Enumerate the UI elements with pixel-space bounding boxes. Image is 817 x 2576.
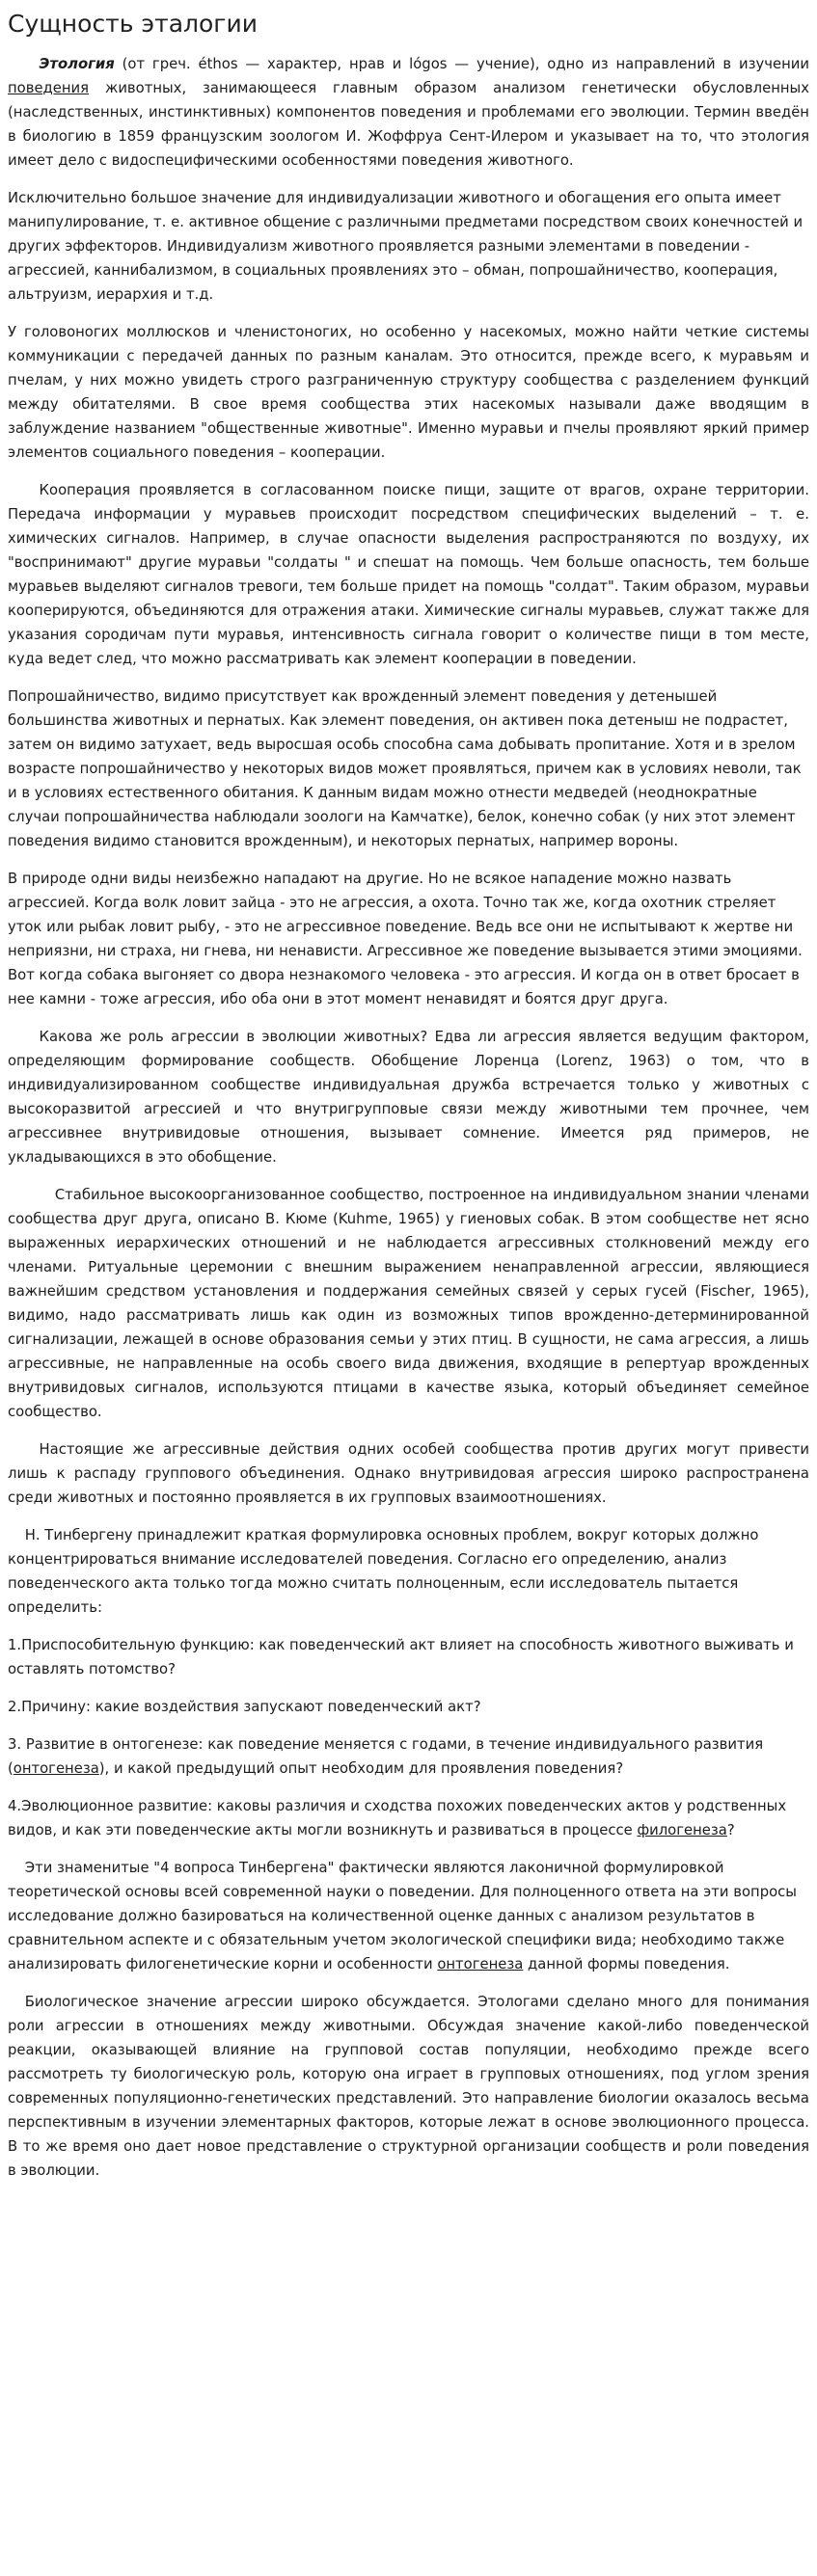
question-text: ? — [726, 1822, 735, 1838]
paragraph-tinbergen-intro: Н. Тинбергену принадлежит краткая формулировка основных проблем, вокруг которых должно концентрироваться внимание исследователей поведения. Согласно его определению, анализ поведенческого акта только тогда можно считать полноценным, если исследователь пытается определить: — [8, 1527, 759, 1616]
paragraph-text: данной формы поведения. — [523, 1956, 730, 1972]
paragraph-aggression-nature: В природе одни виды неизбежно нападают на другие. Но не всякое нападение можно назвать агрессией. Когда волк ловит зайца - это не агрессия, а охота. Точно так же, когда охотник стреляет уток или рыбак ловит рыбу, - это не агрессивное поведение. Ведь все они не испытывают к жертве ни неприязни, ни страха, ни гнева, ни ненависти. Агрессивное же поведение вызывается этими эмоциями. Вот когда собака выгоняет со двора незнакомого человека - это агрессия. И когда он в ответ бросает в нее камни - тоже агрессия, ибо оба они в этот момент ненавидят и боятся друг друга. — [8, 871, 803, 1007]
question-1-function: 1.Приспособительную функцию: как поведенческий акт влияет на способность животного выживать и оставлять потомство? — [8, 1637, 794, 1677]
term-ethology: Этология — [39, 56, 115, 72]
paragraph-text: (от греч. éthos — характер, нрав и lógos — учение), одно из направлений в изучении — [114, 56, 809, 72]
paragraph-text: животных, занимающееся главным образом анализом генетически обусловленных (наследственных, инстинктивных) компонентов поведения и проблемами его эволюции. Термин введён в биологию в 1859 французским зоологом И. Жоффруа Сент-Илером и указывает на то, что этология имеет дело с видоспецифическими особенностями поведения животного. — [8, 80, 809, 169]
question-2-cause: 2.Причину: какие воздействия запускают поведенческий акт? — [8, 1699, 481, 1715]
paragraph-text: Эти знаменитые "4 вопроса Тинбергена" фактически являются лаконичной формулировкой теоретической основы всей современной науки о поведении. Для полноценного ответа на эти вопросы исследование должно базироваться на количественной оценке данных с анализом результатов в сравнительном аспекте и с обязательным учетом экологической специфики вида; необходимо также анализировать филогенетические корни и особенности — [8, 1860, 797, 1972]
paragraph-cooperation: Кооперация проявляется в согласованном поиске пищи, защите от врагов, охране территории. Передача информации у муравьев происходит посредством специфических выделений – т. е. химических сигналов. Например, в случае опасности выделения распространяются по воздуху, их "воспринимают" другие муравьи "солдаты " и спешат на помощь. Чем больше опасность, тем больше муравьев выделяют сигналов тревоги, тем больше придет на помощь "солдат". Таким образом, муравьи кооперируются, объединяются для отражения атаки. Химические сигналы муравьев, служат также для указания сородичам пути муравья, интенсивность сигнала говорит о количестве пищи в том месте, куда ведет след, что можно рассматривать как элемент кооперации в поведении. — [8, 482, 809, 667]
link-phylogenesis[interactable]: филогенеза — [637, 1822, 727, 1838]
paragraph-stable-community: Стабильное высокоорганизованное сообщество, построенное на индивидуальном знании членами сообщества друг друга, описано В. Кюме (Kuhme, 1965) у гиеновых собак. В этом сообществе нет ясно выраженных иерархических отношений и не наблюдается агрессивных столкновений между его членами. Ритуальные церемонии с внешним выражением ненаправленной агрессии, являющиеся важнейшим средством установления и поддержания семейных связей у серых гусей (Fischer, 1965), видимо, надо рассматривать лишь как один из возможных типов врожденно-детерминированной сигнализации, лежащей в основе образования семьи у этих птиц. В сущности, не сама агрессия, а лишь агрессивные, не направленные на особь своего вида движения, входящие в репертуар врожденных внутривидовых сигналов, используются птицами в качестве языка, который объединяет семейное сообщество. — [8, 1187, 809, 1420]
paragraph-true-aggression: Настоящие же агрессивные действия одних особей сообщества против других могут привести лишь к распаду группового объединения. Однако внутривидовая агрессия широко распространена среди животных и постоянно проявляется в их групповых взаимоотношениях. — [8, 1441, 809, 1506]
link-ontogenesis-2[interactable]: онтогенеза — [437, 1956, 524, 1972]
question-text: 3. Развитие в онтогенезе: как поведение меняется с годами, в течение индивидуального развития ( — [8, 1736, 764, 1777]
paragraph-four-questions — [8, 1856, 809, 1976]
question-3-ontogeny — [8, 1732, 809, 1781]
paragraph-aggression-significance: Биологическое значение агрессии широко обсуждается. Этологами сделано много для понимания роли агрессии в отношениях между животными. Обсуждая значение какой-либо поведенческой реакции, оказывающей влияние на групповой состав популяции, необходимо прежде всего рассмотреть ту биологическую роль, которую она играет в групповых отношениях, под углом зрения современных популяционно-генетических представлений. Это направление биологии оказалось весьма перспективным в изучении элементарных факторов, которые лежат в основе эволюционного процесса. В то же время оно дает новое представление о структурной организации сообществ и роли поведения в эволюции. — [8, 1994, 809, 2179]
paragraph-ethology-definition — [8, 52, 809, 173]
paragraph-manipulation: Исключительно большое значение для индивидуализации животного и обогащения его опыта имеет манипулирование, т. е. активное общение с различными предметами посредством своих конечностей и других эффекторов. Индивидуализм животного проявляется разными элементами в поведении - агрессией, каннибализмом, в социальных проявлениях это – обман, попрошайничество, кооперация, альтруизм, иерархия и т.д. — [8, 190, 803, 303]
page-title: Сущность эталогии — [8, 10, 258, 38]
paragraph-insects-communication: У головоногих моллюсков и членистоногих, но особенно у насекомых, можно найти четкие системы коммуникации с передачей данных по разным каналам. Это относится, прежде всего, к муравьям и пчелам, у них можно увидеть строго разграниченную структуру сообщества с разделением функций между обитателями. В свое время сообщества этих насекомых называли даже вводящим в заблуждение названием "общественные животные". Именно муравьи и пчелы проявляют яркий пример элементов социального поведения – кооперации. — [8, 324, 809, 461]
question-text: 4.Эволюционное развитие: каковы различия и сходства похожих поведенческих актов у родственных видов, и как эти поведенческие акты могли возникнуть и развиваться в процессе — [8, 1798, 787, 1838]
question-4-phylogeny — [8, 1794, 809, 1842]
paragraph-aggression-evolution: Какова же роль агрессии в эволюции животных? Едва ли агрессия является ведущим фактором, определяющим формирование сообществ. Обобщение Лоренца (Lorenz, 1963) о том, что в индивидуализированном сообществе индивидуальная дружба встречается только у животных с высокоразвитой агрессией и что внутригрупповые связи между животными тем прочнее, чем агрессивнее внутривидовые отношения, вызывает сомнение. Имеется ряд примеров, не укладывающихся в это обобщение. — [8, 1029, 809, 1166]
link-ontogenesis[interactable]: онтогенеза — [13, 1760, 99, 1777]
link-behavior[interactable]: поведения — [8, 80, 90, 96]
paragraph-begging: Попрошайничество, видимо присутствует как врожденный элемент поведения у детенышей большинства животных и пернатых. Как элемент поведения, он активен пока детеныш не подрастет, затем он видимо затухает, ведь выросшая особь способна сама добывать пропитание. Хотя и в зрелом возрасте попрошайничество у некоторых видов может проявляться, причем как в условиях неволи, так и в условиях естественного обитания. К данным видам можно отнести медведей (неоднократные случаи попрошайничества наблюдали зоологи на Камчатке), белок, конечно собак (у них этот элемент поведения видимо становится врожденным), и некоторых пернатых, например вороны. — [8, 688, 802, 849]
question-text: ), и какой предыдущий опыт необходим для проявления поведения? — [98, 1760, 624, 1777]
